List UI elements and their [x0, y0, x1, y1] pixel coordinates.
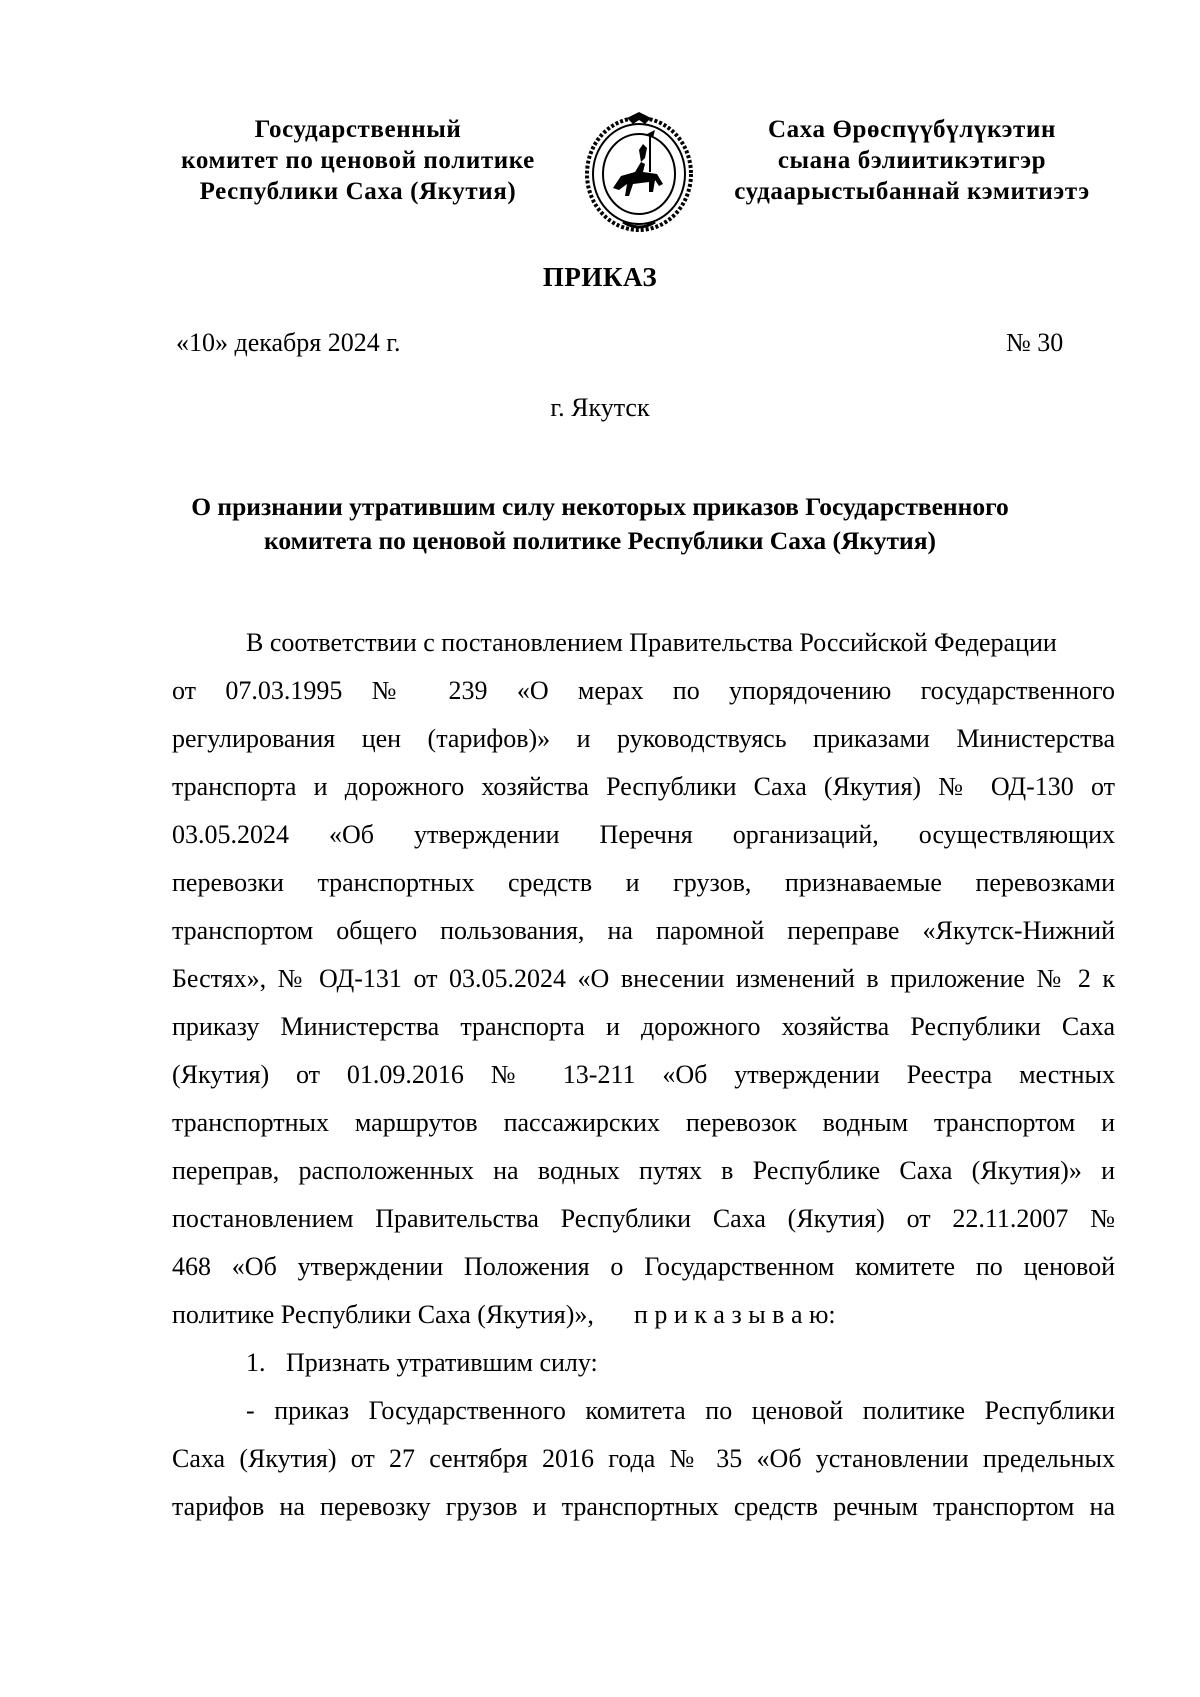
body-text-line: транспортных маршрутов пассажирских перевозок водным транспортом и — [172, 1108, 1115, 1137]
header-left-line: Республики Саха (Якутия) — [199, 178, 517, 205]
body-text-line: 468 «Об утверждении Положения о Государственном комитете по ценовой — [172, 1252, 1115, 1281]
document-title-line: О признании утратившим силу некоторых приказов Государственного — [191, 492, 1009, 521]
body-text-line: транспортом общего пользования, на паромной переправе «Якутск-Нижний — [172, 916, 1115, 945]
document-number: № 30 — [1006, 328, 1064, 357]
sub-text-line: тарифов на перевозку грузов и транспортных средств речным транспортом на — [172, 1492, 1115, 1521]
header-right-org-name — [722, 114, 1102, 207]
order-word: п р и к а з ы в а ю: — [633, 1300, 836, 1329]
header-left-line: комитет по ценовой политике — [181, 147, 535, 174]
body-text-line: Бестях», № ОД-131 от 03.05.2024 «О внесении изменений в приложение № 2 к — [172, 964, 1115, 993]
body-text-line: перевозки транспортных средств и грузов, признаваемые перевозками — [172, 868, 1115, 897]
sub-text-line: - приказ Государственного комитета по ценовой политике Республики — [246, 1396, 1115, 1425]
list-item-number: 1. — [246, 1348, 266, 1377]
document-city: г. Якутск — [550, 393, 650, 422]
body-text-line: приказу Министерства транспорта и дорожного хозяйства Республики Саха — [172, 1012, 1115, 1041]
header-right-line: сыана бэлиитикэтигэр — [777, 147, 1047, 174]
document-title-line: комитета по ценовой политике Республики Саха (Якутия) — [264, 526, 936, 555]
body-text-line: (Якутия) от 01.09.2016 № 13-211 «Об утверждении Реестра местных — [172, 1060, 1115, 1089]
header-right-line: судаарыстыбаннай кэмитиэтэ — [734, 178, 1090, 205]
body-text-line: транспорта и дорожного хозяйства Республики Саха (Якутия) № ОД-130 от — [172, 772, 1115, 801]
header-left-line: Государственный — [254, 116, 462, 143]
coat-of-arms-sakha-icon — [583, 110, 695, 234]
document-title — [150, 490, 1050, 558]
body-text-line: регулирования цен (тарифов)» и руководствуясь приказами Министерства — [172, 724, 1115, 753]
list-item-text: Признать утратившим силу: — [286, 1348, 598, 1377]
list-item — [246, 1346, 846, 1380]
body-text-line-tail: политике Республики Саха (Якутия)», — [172, 1300, 594, 1329]
body-text-line-last — [172, 1298, 1115, 1332]
body-text-line: 03.05.2024 «Об утверждении Перечня организаций, осуществляющих — [172, 820, 1115, 849]
header-right-line: Саха Өрөспүүбүлүкэтин — [768, 116, 1056, 143]
document-date: «10» декабря 2024 г. — [176, 328, 401, 357]
body-text-line: от 07.03.1995 № 239 «О мерах по упорядочению государственного — [172, 676, 1115, 705]
body-text-line: В соответствии с постановлением Правительства Российской Федерации — [246, 628, 1057, 657]
body-text-line: постановлением Правительства Республики Саха (Якутия) от 22.11.2007 № — [172, 1204, 1115, 1233]
sub-text-line: Саха (Якутия) от 27 сентября 2016 года № 35 «Об установлении предельных — [172, 1444, 1115, 1473]
document-type: ПРИКАЗ — [542, 262, 658, 292]
body-text-line: переправ, расположенных на водных путях в Республике Саха (Якутия)» и — [172, 1156, 1115, 1185]
header-left-org-name — [168, 114, 548, 207]
